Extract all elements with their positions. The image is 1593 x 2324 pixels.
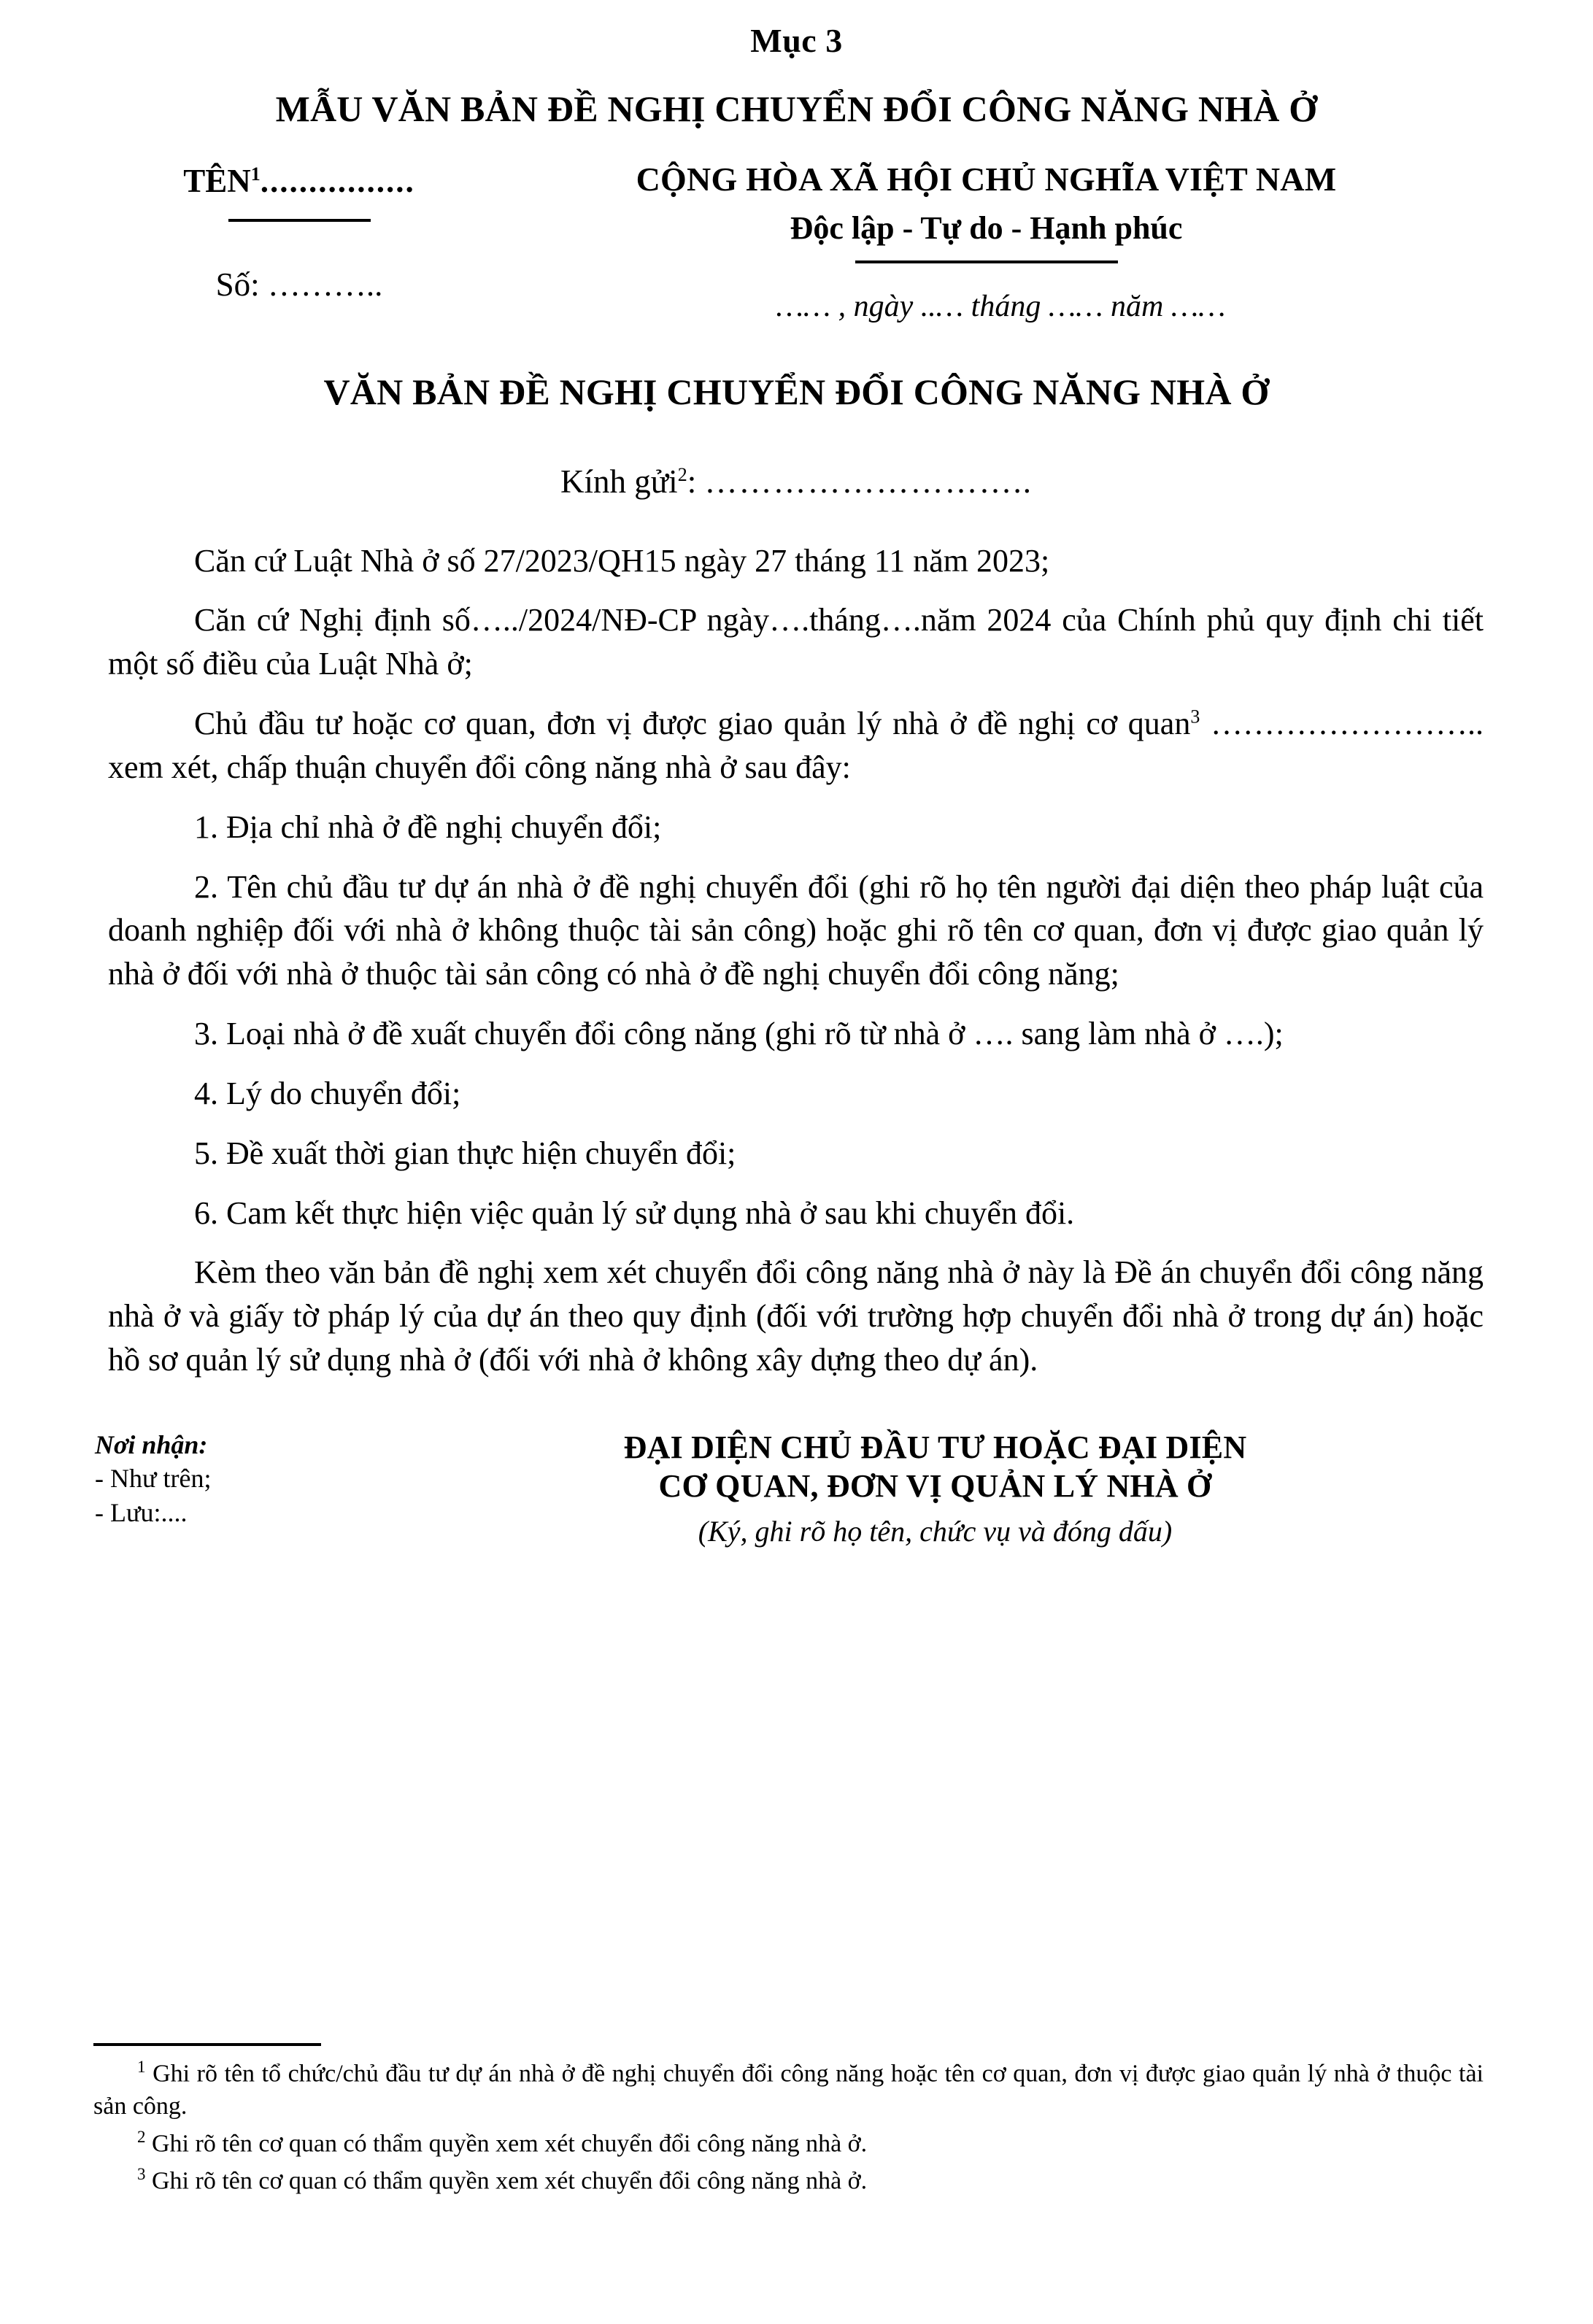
signer-title-line-2: CƠ QUAN, ĐƠN VỊ QUẢN LÝ NHÀ Ở xyxy=(658,1467,1212,1504)
request-item-2: 2. Tên chủ đầu tư dự án nhà ở đề nghị chuyển đổi (ghi rõ họ tên người đại diện theo pháp luật của doanh nghiệp đối với nhà ở không thuộc tài sản công) hoặc ghi rõ tên cơ quan, đơn vị được giao quản lý nhà ở đối với nhà ở thuộc tài sản công có nhà ở đề nghị chuyển đổi công năng; xyxy=(108,868,1484,992)
document-number-line: Số: ……….. xyxy=(215,266,383,303)
form-title: MẪU VĂN BẢN ĐỀ NGHỊ CHUYỂN ĐỔI CÔNG NĂNG NHÀ Ở xyxy=(275,88,1318,129)
footnote-1 xyxy=(93,2056,1484,2123)
organization-footnote-marker: 1 xyxy=(250,163,261,185)
attachment-paragraph: Kèm theo văn bản đề nghị xem xét chuyển đổi công năng nhà ở này là Đề án chuyển đổi công năng nhà ở và giấy tờ pháp lý của dự án theo quy định (đối với trường hợp chuyển đổi nhà ở trong dự án) hoặc hồ sơ quản lý sử dụng nhà ở (đối với nhà ở không xây dựng theo dự án). xyxy=(108,1254,1484,1378)
signer-area xyxy=(474,1429,1484,1550)
request-intro-text-2: …………………….. xem xét, chấp thuận chuyển đổi công năng nhà ở sau đây: xyxy=(108,706,1484,785)
recipient-label: Kính gửi xyxy=(560,463,678,500)
recipient-fill-dots: ……………………….. xyxy=(704,463,1033,500)
footnote-1-marker: 1 xyxy=(137,2058,146,2076)
recipients-list xyxy=(95,1429,474,1530)
legal-basis-2: Căn cứ Nghị định số…../2024/NĐ-CP ngày….tháng….năm 2024 của Chính phủ quy định chi tiết một số điều của Luật Nhà ở; xyxy=(108,602,1484,682)
document-body xyxy=(0,501,1593,1382)
organization-label: TÊN xyxy=(183,163,251,200)
organization-name-line xyxy=(109,163,489,200)
footnote-area xyxy=(0,2043,1593,2201)
motto-underline xyxy=(855,260,1118,263)
footnote-separator xyxy=(93,2043,321,2046)
request-item-5: 5. Đề xuất thời gian thực hiện chuyển đổi; xyxy=(194,1135,736,1171)
national-motto: Độc lập - Tự do - Hạnh phúc xyxy=(790,209,1183,246)
document-header xyxy=(0,161,1593,323)
signer-instruction: (Ký, ghi rõ họ tên, chức vụ và đóng dấu) xyxy=(698,1515,1173,1548)
request-intro-footnote-marker: 3 xyxy=(1190,706,1200,727)
footnote-3-marker: 3 xyxy=(137,2165,146,2184)
footnote-2-text: Ghi rõ tên cơ quan có thẩm quyền xem xét chuyển đổi công năng nhà ở. xyxy=(152,2130,868,2158)
request-intro-text-1: Chủ đầu tư hoặc cơ quan, đơn vị được giao quản lý nhà ở đề nghị cơ quan xyxy=(194,706,1191,742)
footnote-3 xyxy=(93,2163,1484,2198)
request-intro xyxy=(108,702,1484,790)
national-title: CỘNG HÒA XÃ HỘI CHỦ NGHĨA VIỆT NAM xyxy=(636,161,1337,198)
signature-block xyxy=(0,1398,1593,1550)
recipients-item-1: - Như trên; xyxy=(95,1463,212,1493)
footnote-1-text: Ghi rõ tên tổ chức/chủ đầu tư dự án nhà ở đề nghị chuyển đổi công năng hoặc tên cơ quan, đơn vị được giao quản lý nhà ở thuộc tài sản công. xyxy=(93,2060,1484,2120)
signer-title-line-1: ĐẠI DIỆN CHỦ ĐẦU TƯ HOẶC ĐẠI DIỆN xyxy=(623,1429,1247,1465)
request-item-6: 6. Cam kết thực hiện việc quản lý sử dụng nhà ở sau khi chuyển đổi. xyxy=(194,1194,1075,1231)
page-title: VĂN BẢN ĐỀ NGHỊ CHUYỂN ĐỔI CÔNG NĂNG NHÀ Ở xyxy=(323,371,1270,413)
organization-fill-dots: ................ xyxy=(260,163,415,200)
request-item-1: 1. Địa chỉ nhà ở đề nghị chuyển đổi; xyxy=(194,808,662,845)
request-item-4: 4. Lý do chuyển đổi; xyxy=(194,1075,461,1111)
recipient-line xyxy=(0,414,1593,501)
header-right-column xyxy=(489,161,1484,323)
recipients-title: Nơi nhận: xyxy=(95,1429,208,1459)
recipient-colon: : xyxy=(687,463,705,500)
legal-basis-1: Căn cứ Luật Nhà ở số 27/2023/QH15 ngày 27 tháng 11 năm 2023; xyxy=(194,542,1050,579)
footnote-2-marker: 2 xyxy=(137,2128,146,2147)
section-label: Mục 3 xyxy=(750,22,843,59)
footnote-2 xyxy=(93,2126,1484,2161)
recipient-footnote-marker: 2 xyxy=(677,463,687,485)
request-item-3: 3. Loại nhà ở đề xuất chuyển đổi công năng (ghi rõ từ nhà ở …. sang làm nhà ở ….); xyxy=(194,1016,1284,1052)
footnote-3-text: Ghi rõ tên cơ quan có thẩm quyền xem xét chuyển đổi công năng nhà ở. xyxy=(152,2167,868,2195)
organization-underline xyxy=(228,219,371,222)
date-line: …… , ngày ..… tháng …… năm …… xyxy=(776,290,1226,324)
header-left-column xyxy=(109,161,489,303)
recipients-item-2: - Lưu:.... xyxy=(95,1497,188,1527)
